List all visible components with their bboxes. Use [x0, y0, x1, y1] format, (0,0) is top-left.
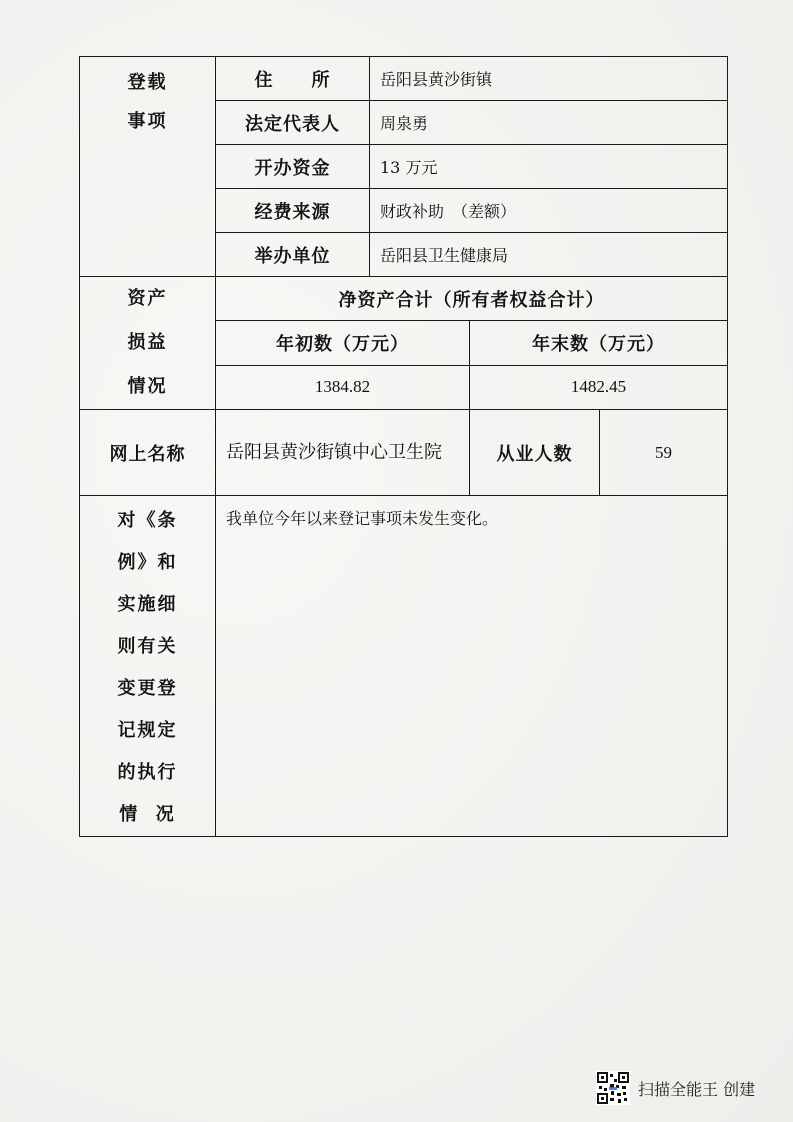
registration-label-line-2: 事项: [127, 111, 168, 132]
compliance-label-line-2: 例》和: [117, 552, 178, 573]
sponsor-unit-label: 举办单位: [216, 233, 370, 277]
legal-rep-label: 法定代表人: [216, 101, 370, 145]
end-of-year-value: 1482.45: [470, 365, 728, 409]
registration-label-line-1: 登载: [127, 72, 168, 93]
compliance-label-line-3: 实施细: [117, 594, 178, 615]
assets-label-line-3: 情况: [127, 376, 168, 397]
compliance-label-line-7: 的执行: [117, 762, 178, 783]
compliance-section-label: [80, 496, 216, 837]
compliance-label-line-5: 变更登: [117, 678, 178, 699]
sponsor-unit-value: 岳阳县卫生健康局: [370, 233, 728, 277]
compliance-label-line-6: 记规定: [117, 720, 178, 741]
compliance-label-line-4: 则有关: [117, 636, 178, 657]
address-label: 住 所: [216, 57, 370, 101]
registration-section-label: [80, 57, 216, 277]
capital-label: 开办资金: [216, 145, 370, 189]
net-assets-header: 净资产合计（所有者权益合计）: [216, 277, 728, 321]
online-name-label: 网上名称: [80, 410, 216, 496]
scanner-watermark: 扫描全能王 创建: [638, 1080, 756, 1099]
compliance-label-line-1: 对《条: [117, 510, 178, 531]
legal-rep-value: 周泉勇: [370, 101, 728, 145]
annual-report-table: [79, 56, 728, 837]
compliance-text: 我单位今年以来登记事项未发生变化。: [216, 496, 728, 837]
end-of-year-header: 年末数（万元）: [470, 321, 728, 365]
assets-label-line-2: 损益: [127, 332, 168, 353]
address-value: 岳阳县黄沙街镇: [370, 57, 728, 101]
staff-count-value: 59: [600, 410, 728, 496]
assets-section-label: [80, 277, 216, 410]
capital-value: 13 万元: [370, 145, 728, 189]
start-of-year-value: 1384.82: [216, 365, 470, 409]
compliance-label-line-8: 情 况: [119, 804, 176, 825]
start-of-year-header: 年初数（万元）: [216, 321, 470, 365]
online-name-value: 岳阳县黄沙街镇中心卫生院: [216, 410, 470, 496]
funding-source-label: 经费来源: [216, 189, 370, 233]
staff-count-label: 从业人数: [470, 410, 600, 496]
qr-code-icon: [596, 1071, 630, 1105]
funding-source-value: 财政补助 （差额）: [370, 189, 728, 233]
assets-label-line-1: 资产: [127, 288, 168, 309]
